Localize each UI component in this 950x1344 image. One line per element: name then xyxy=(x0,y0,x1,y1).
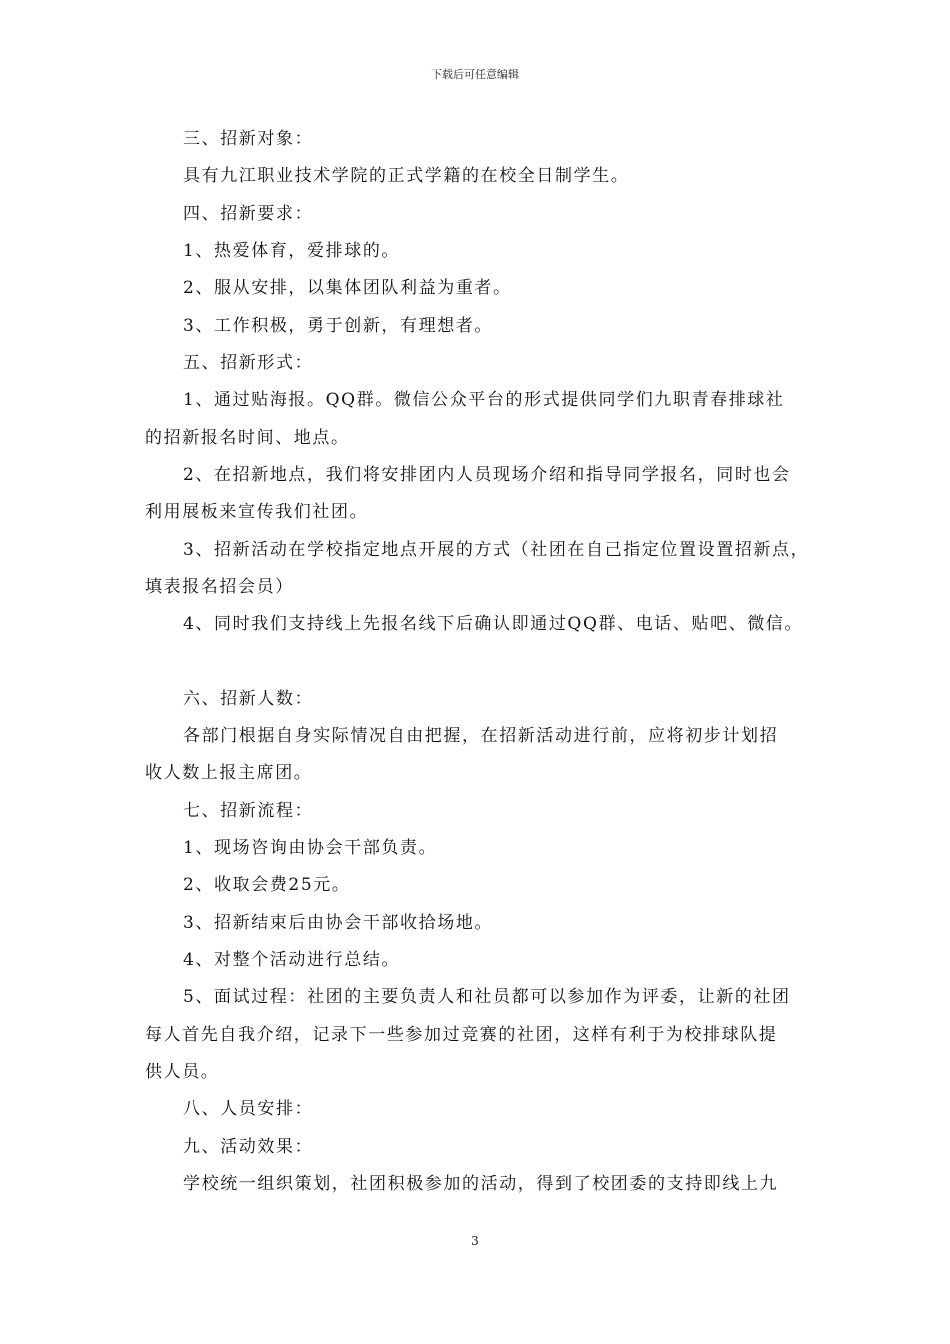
list-item: 3、招新结束后由协会干部收拾场地。 xyxy=(183,913,494,933)
paragraph-line: 收人数上报主席团。 xyxy=(145,763,313,783)
paragraph-line: 填表报名招会员） xyxy=(145,577,294,597)
section-heading-9: 九、活动效果： xyxy=(183,1137,314,1157)
section-heading-8: 八、人员安排： xyxy=(183,1099,314,1119)
list-item: 4、对整个活动进行总结。 xyxy=(183,950,401,970)
list-item: 2、在招新地点，我们将安排团内人员现场介绍和指导同学报名，同时也会 xyxy=(183,465,791,485)
list-item: 3、工作积极，勇于创新，有理想者。 xyxy=(183,316,494,336)
page-number: 3 xyxy=(471,1234,479,1248)
section-heading-3: 三、招新对象： xyxy=(183,129,314,149)
list-item: 2、服从安排，以集体团队利益为重者。 xyxy=(183,278,512,298)
paragraph-line: 具有九江职业技术学院的正式学籍的在校全日制学生。 xyxy=(183,166,630,186)
paragraph-line: 供人员。 xyxy=(145,1062,220,1082)
paragraph-line: 各部门根据自身实际情况自由把握，在招新活动进行前，应将初步计划招 xyxy=(183,726,779,746)
list-item: 2、收取会费25元。 xyxy=(183,875,351,895)
page-header: 下载后可任意编辑 xyxy=(431,68,519,81)
section-heading-4: 四、招新要求： xyxy=(183,204,314,224)
paragraph-line: 的招新报名时间、地点。 xyxy=(145,428,350,448)
section-heading-6: 六、招新人数： xyxy=(183,689,314,709)
paragraph-line: 每人首先自我介绍，记录下一些参加过竞赛的社团，这样有利于为校排球队提 xyxy=(145,1025,778,1045)
list-item: 1、现场咨询由协会干部负责。 xyxy=(183,838,438,858)
list-item: 4、同时我们支持线上先报名线下后确认即通过QQ群、电话、贴吧、微信。 xyxy=(183,614,804,634)
list-item: 3、招新活动在学校指定地点开展的方式（社团在自己指定位置设置招新点， xyxy=(183,540,810,560)
paragraph-line: 学校统一组织策划，社团积极参加的活动，得到了校团委的支持即线上九 xyxy=(183,1174,779,1194)
section-heading-7: 七、招新流程： xyxy=(183,801,314,821)
section-heading-5: 五、招新形式： xyxy=(183,353,314,373)
paragraph-line: 利用展板来宣传我们社团。 xyxy=(145,502,369,522)
list-item: 5、面试过程：社团的主要负责人和社员都可以参加作为评委，让新的社团 xyxy=(183,987,791,1007)
list-item: 1、通过贴海报。QQ群。微信公众平台的形式提供同学们九职青春排球社 xyxy=(183,390,785,410)
list-item: 1、热爱体育，爱排球的。 xyxy=(183,241,401,261)
